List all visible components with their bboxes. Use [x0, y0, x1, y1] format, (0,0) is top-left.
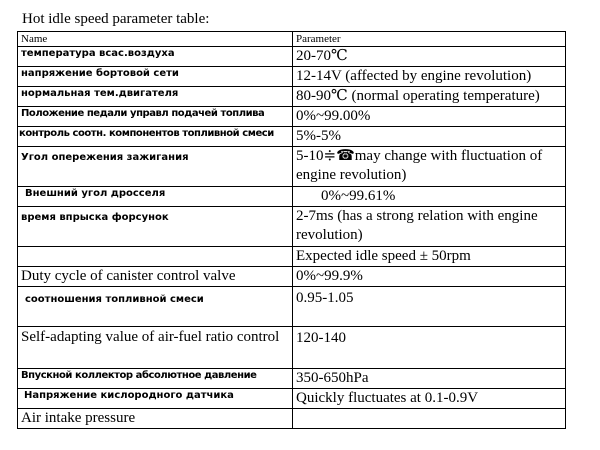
param-value: 0%~99.61% — [293, 187, 566, 207]
param-name: Напряжение кислородного датчика — [18, 389, 293, 409]
param-value — [293, 409, 566, 429]
param-name: Air intake pressure — [18, 409, 293, 429]
table-row — [18, 127, 566, 147]
param-name: Self-adapting value of air-fuel ratio control — [18, 327, 293, 369]
table-row — [18, 287, 566, 327]
param-value: Quickly fluctuates at 0.1-0.9V — [293, 389, 566, 409]
param-name: Впускной коллектор абсолютное давление — [18, 369, 293, 389]
param-value: 12-14V (affected by engine revolution) — [293, 67, 566, 87]
param-value: 350-650hPa — [293, 369, 566, 389]
param-value: Expected idle speed ± 50rpm — [293, 247, 566, 267]
param-name: Угол опережения зажигания — [18, 147, 293, 187]
param-value: 2-7ms (has a strong relation with engine revolution) — [293, 207, 566, 247]
table-row — [18, 67, 566, 87]
table-row — [18, 247, 566, 267]
param-name: контроль соотн. компонентов топливной смеси — [18, 127, 293, 147]
table-row — [18, 409, 566, 429]
table-row — [18, 47, 566, 67]
param-name: нормальная тем.двигателя — [18, 87, 293, 107]
param-value: 20-70℃ — [293, 47, 566, 67]
table-row — [18, 389, 566, 409]
table-row — [18, 327, 566, 369]
table-row — [18, 267, 566, 287]
param-name: время впрыска форсунок — [18, 207, 293, 247]
table-row — [18, 187, 566, 207]
table-row — [18, 87, 566, 107]
table-row — [18, 107, 566, 127]
param-value: 0%~99.00% — [293, 107, 566, 127]
param-name — [18, 247, 293, 267]
param-value: 80-90℃ (normal operating temperature) — [293, 87, 566, 107]
parameter-column-header: Parameter — [293, 32, 566, 47]
param-value: 5-10≑☎may change with fluctuation of engine revolution) — [293, 147, 566, 187]
table-header-row — [18, 32, 566, 47]
name-column-header: Name — [18, 32, 293, 47]
parameter-table — [17, 31, 566, 429]
param-value: 120-140 — [293, 327, 566, 369]
table-row — [18, 207, 566, 247]
table-row — [18, 369, 566, 389]
param-name: температура всас.воздуха — [18, 47, 293, 67]
param-value: 0.95-1.05 — [293, 287, 566, 327]
param-value: 5%-5% — [293, 127, 566, 147]
table-row — [18, 147, 566, 187]
param-name: Duty cycle of canister control valve — [18, 267, 293, 287]
page-title: Hot idle speed parameter table: — [22, 11, 210, 27]
param-name: Внешний угол дросселя — [18, 187, 293, 207]
param-name: напряжение бортовой сети — [18, 67, 293, 87]
param-name: Положение педали управл подачей топлива — [18, 107, 293, 127]
param-name: соотношения топливной смеси — [18, 287, 293, 327]
param-value: 0%~99.9% — [293, 267, 566, 287]
